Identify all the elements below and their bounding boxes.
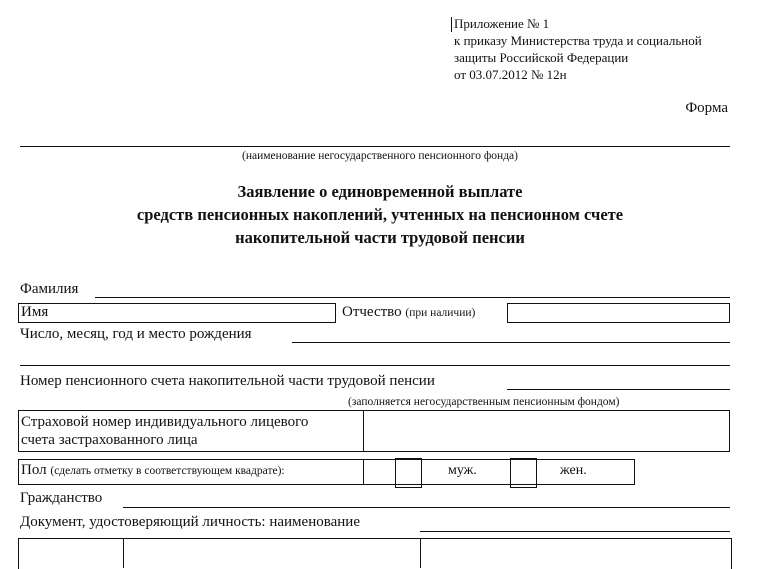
snils-label [21, 413, 308, 449]
id-document-label: Документ, удостоверяющий личность: наименование [20, 514, 360, 530]
female-label: жен. [560, 463, 587, 478]
next-table-divider-2 [420, 538, 421, 568]
male-label: муж. [448, 463, 477, 478]
citizenship-label: Гражданство [20, 490, 103, 506]
patronymic-label [342, 304, 475, 321]
gender-text: Пол [21, 462, 47, 478]
order-line-1: к приказу Министерства труда и социальной [454, 33, 702, 48]
gender-label [21, 462, 285, 479]
name-field[interactable] [18, 303, 336, 323]
snils-label-line-2: счета застрахованного лица [21, 432, 198, 448]
document-title [0, 180, 760, 249]
fund-name-line[interactable] [20, 146, 730, 147]
female-checkbox[interactable] [510, 458, 537, 488]
snils-label-line-1: Страховой номер индивидуального лицевого [21, 414, 309, 430]
pension-account-note: (заполняется негосударственным пенсионным фондом) [348, 396, 620, 408]
patronymic-note: (при наличии) [405, 307, 476, 319]
patronymic-field[interactable] [507, 303, 730, 323]
name-label: Имя [21, 304, 49, 320]
surname-field[interactable] [95, 297, 730, 298]
order-date: от 03.07.2012 № 12н [454, 67, 567, 82]
title-line-3: накопительной части трудовой пенсии [235, 228, 525, 247]
title-line-2: средств пенсионных накоплений, учтенных на пенсионном счете [136, 205, 624, 224]
order-line-2: защиты Российской Федерации [454, 50, 629, 65]
pension-account-field[interactable] [507, 389, 730, 390]
text-cursor [451, 17, 452, 32]
patronymic-text: Отчество [342, 304, 402, 320]
birth-label: Число, месяц, год и место рождения [20, 326, 252, 342]
male-checkbox[interactable] [395, 458, 422, 488]
next-table-row [18, 538, 732, 569]
pension-account-label: Номер пенсионного счета накопительной части трудовой пенсии [20, 373, 435, 389]
surname-label: Фамилия [20, 281, 79, 297]
id-document-field[interactable] [420, 531, 730, 532]
appendix-number: Приложение № 1 [454, 16, 550, 31]
gender-note: (сделать отметку в соответствующем квадрате): [50, 465, 285, 477]
birth-field[interactable] [292, 342, 730, 343]
citizenship-field[interactable] [123, 507, 730, 508]
form-label: Форма [685, 100, 728, 116]
next-table-divider-1 [123, 538, 124, 568]
birth-field-continued[interactable] [20, 365, 730, 366]
title-line-1: Заявление о единовременной выплате [237, 182, 523, 201]
snils-field[interactable] [363, 410, 730, 452]
fund-name-caption: (наименование негосударственного пенсионного фонда) [242, 150, 518, 162]
order-reference [454, 15, 702, 83]
